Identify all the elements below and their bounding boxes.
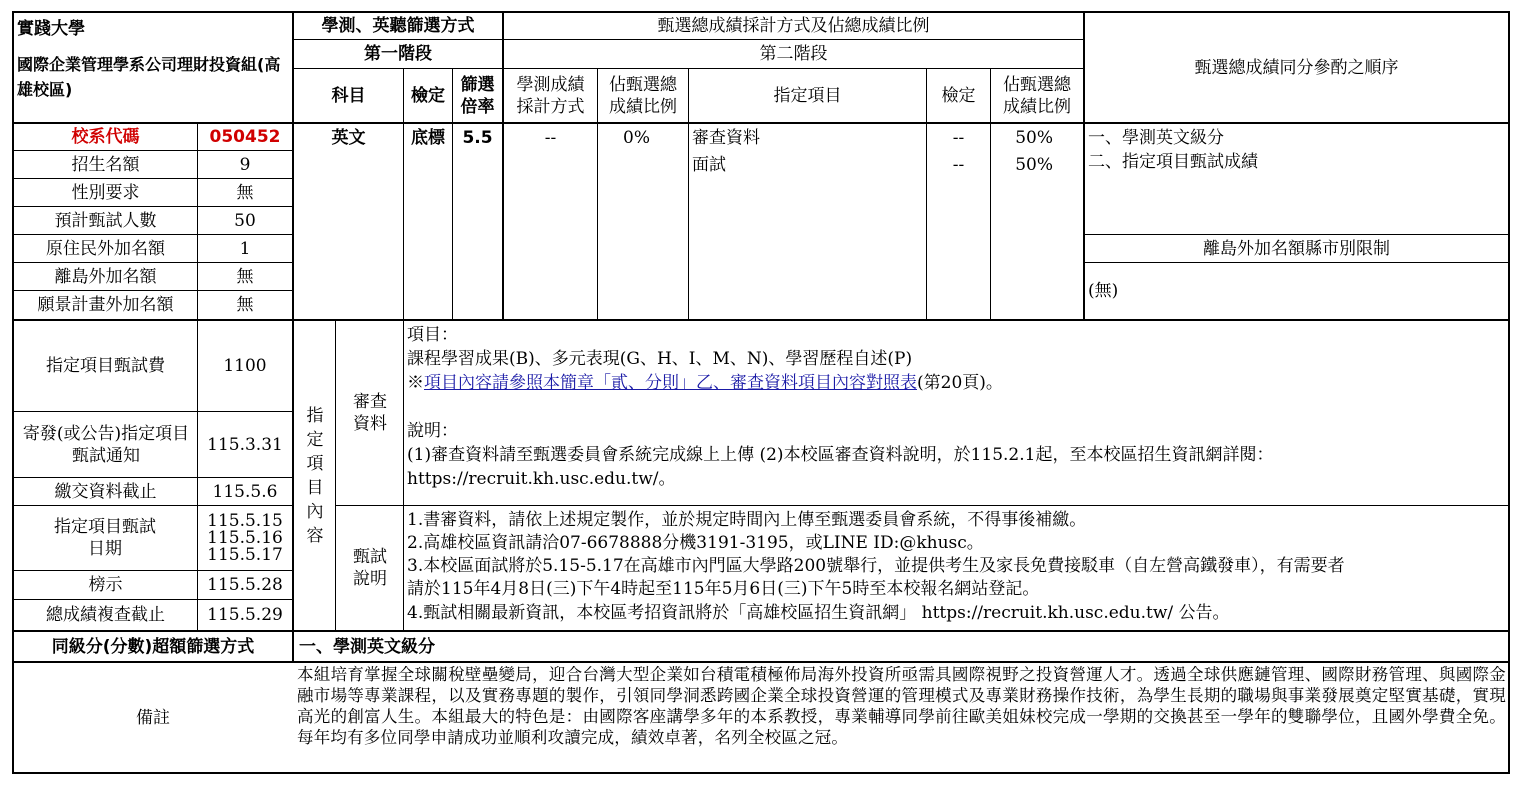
review-item-title: 項目： bbox=[407, 325, 458, 345]
indigenous-value: 1 bbox=[239, 238, 251, 259]
notice-value: 115.3.31 bbox=[207, 434, 283, 455]
remarks-label: 備註 bbox=[136, 707, 170, 728]
interview-note-1: 1.書審資料，請依上述規定製作，並於規定時間內上傳至甄選委員會系統，不得事後補繳。 bbox=[407, 510, 1087, 530]
header-check2: 檢定 bbox=[941, 85, 976, 106]
gsat-method-value: -- bbox=[544, 128, 557, 148]
interview-note-3b: 請於115年4月8日(三)下午4時起至115年5月6日(三)下午5時至本校報名網站登記。 bbox=[407, 579, 1040, 599]
gsat-pct-value: 0% bbox=[623, 128, 650, 148]
header-designated: 指定項目 bbox=[773, 85, 842, 106]
gender-label: 性別要求 bbox=[71, 182, 140, 203]
header-tie-order: 甄選總成績同分參酌之順序 bbox=[1194, 57, 1399, 78]
interview-note-2: 2.高雄校區資訊請洽07-6678888分機3191-3195，或LINE ID:@khusc。 bbox=[407, 533, 984, 553]
exam-date-value: 115.5.15 115.5.16 115.5.17 bbox=[207, 510, 283, 565]
header-check: 檢定 bbox=[411, 85, 445, 106]
header-gsat-method: 學測成績採計方式 bbox=[516, 74, 585, 117]
vision-value: 無 bbox=[236, 295, 254, 315]
header-subject: 科目 bbox=[331, 85, 366, 106]
indigenous-label: 原住民外加名額 bbox=[46, 238, 165, 259]
header-gsat-pct: 佔甄選總成績比例 bbox=[609, 74, 677, 117]
designated-item-review: 審查資料 bbox=[692, 128, 760, 148]
submit-deadline-value: 115.5.6 bbox=[212, 481, 278, 502]
recheck-label: 總成績複查截止 bbox=[46, 605, 165, 625]
note-page-ref: (第20頁)。 bbox=[917, 373, 1003, 393]
expected-value: 50 bbox=[234, 210, 256, 231]
code-value: 050452 bbox=[209, 127, 281, 147]
header-screening-method: 學測、英聽篩選方式 bbox=[321, 16, 475, 36]
tie-item-1: 一、學測英文級分 bbox=[1088, 128, 1224, 148]
header-ratio: 篩選倍率 bbox=[460, 74, 495, 117]
review-check: -- bbox=[952, 128, 965, 148]
interview-note-3a: 3.本校區面試將於5.15-5.17在高雄市內門區大學路200號舉行，並提供考生及家長免費接駁車（自左營高鐵發車），有需要者 bbox=[407, 556, 1345, 576]
review-desc-1: (1)審查資料請至甄選委員會系統完成線上上傳 (2)本校區審查資料說明，於115.2.1起，至本校區招生資訊網詳閱： bbox=[407, 445, 1274, 465]
interview-note-4: 4.甄試相關最新資訊，本校區考招資訊將於「高雄校區招生資訊網」 https://recruit.kh.usc.edu.tw/ 公告。 bbox=[407, 603, 1230, 623]
code-label: 校系代碼 bbox=[71, 127, 140, 147]
header-stage1: 第一階段 bbox=[364, 44, 432, 64]
result-value: 115.5.28 bbox=[207, 575, 283, 595]
tie-item-2: 二、指定項目甄試成績 bbox=[1088, 152, 1258, 172]
gender-value: 無 bbox=[236, 182, 254, 203]
stage1-check: 底標 bbox=[411, 128, 445, 148]
review-note bbox=[407, 372, 1507, 394]
review-items: 課程學習成果(B)、多元表現(G、H、I、M、N)、學習歷程自述(P) bbox=[407, 349, 913, 369]
interview-section-label: 甄試說明 bbox=[353, 547, 387, 589]
header-total-method: 甄選總成績採計方式及佔總成績比例 bbox=[657, 16, 930, 36]
expected-label: 預計甄試人數 bbox=[54, 210, 157, 231]
university-name: 實踐大學 bbox=[17, 19, 85, 39]
stage1-subject: 英文 bbox=[331, 128, 366, 148]
stage1-ratio: 5.5 bbox=[462, 128, 493, 148]
island-label: 離島外加名額 bbox=[54, 266, 157, 287]
note-mark: ※ bbox=[407, 373, 424, 393]
review-desc-title: 說明： bbox=[407, 421, 458, 441]
recheck-value: 115.5.29 bbox=[207, 605, 283, 625]
quota-label: 招生名額 bbox=[71, 154, 140, 175]
header-stage2: 第二階段 bbox=[759, 44, 828, 64]
review-reference-link[interactable]: 項目內容請參照本簡章「貳、分則」乙、審查資料項目內容對照表 bbox=[424, 373, 917, 393]
vision-label: 願景計畫外加名額 bbox=[37, 295, 174, 315]
notice-label: 寄發(或公告)指定項目甄試通知 bbox=[22, 423, 190, 466]
overflow-label: 同級分(分數)超額篩選方式 bbox=[51, 636, 255, 657]
review-desc-2: https://recruit.kh.usc.edu.tw/。 bbox=[407, 469, 676, 489]
review-pct: 50% bbox=[1015, 128, 1053, 148]
fee-label: 指定項目甄試費 bbox=[46, 356, 165, 376]
result-label: 榜示 bbox=[88, 575, 123, 595]
exam-date-label: 指定項目甄試日期 bbox=[54, 517, 156, 559]
submit-deadline-label: 繳交資料截止 bbox=[54, 481, 157, 502]
fee-value: 1100 bbox=[223, 356, 267, 376]
review-section-label: 審查資料 bbox=[353, 392, 387, 434]
department-name: 國際企業管理學系公司理財投資組(高雄校區) bbox=[17, 55, 281, 99]
island-restriction-title: 離島外加名額縣市別限制 bbox=[1203, 238, 1390, 259]
overflow-value: 一、學測英文級分 bbox=[299, 637, 435, 657]
header-des-pct: 佔甄選總成績比例 bbox=[1003, 74, 1071, 117]
island-restriction-value: (無) bbox=[1088, 281, 1119, 301]
remarks-text: 本組培育掌握全球關稅壁壘變局，迎合台灣大型企業如台積電積極佈局海外投資所亟需具國際視野之投資營運人才。透過全球供應鏈管理、國際財務管理、與國際金融市場等專業課程，以及實務專題的製作，引領同學洞悉跨國企業全球投資營運的管理模式及專業財務操作技術，為學生長期的職場與事業發展奠定堅實基礎，實現高光的創富人生。本組最大的特色是：由國際客座講學多年的本系教授，專業輔導同學前往歐美姐妹校完成一學期的交換甚至一學年的雙聯學位，且國外學費全免。每年均有多位同學申請成功並順利攻讀完成，績效卓著，名列全校區之冠。 bbox=[297, 665, 1506, 747]
island-value: 無 bbox=[236, 266, 254, 287]
designated-item-interview: 面試 bbox=[692, 155, 726, 175]
content-vertical-label: 指定項目內容 bbox=[306, 405, 324, 546]
interview-pct: 50% bbox=[1015, 155, 1053, 175]
interview-check: -- bbox=[952, 155, 965, 175]
quota-value: 9 bbox=[239, 154, 251, 175]
